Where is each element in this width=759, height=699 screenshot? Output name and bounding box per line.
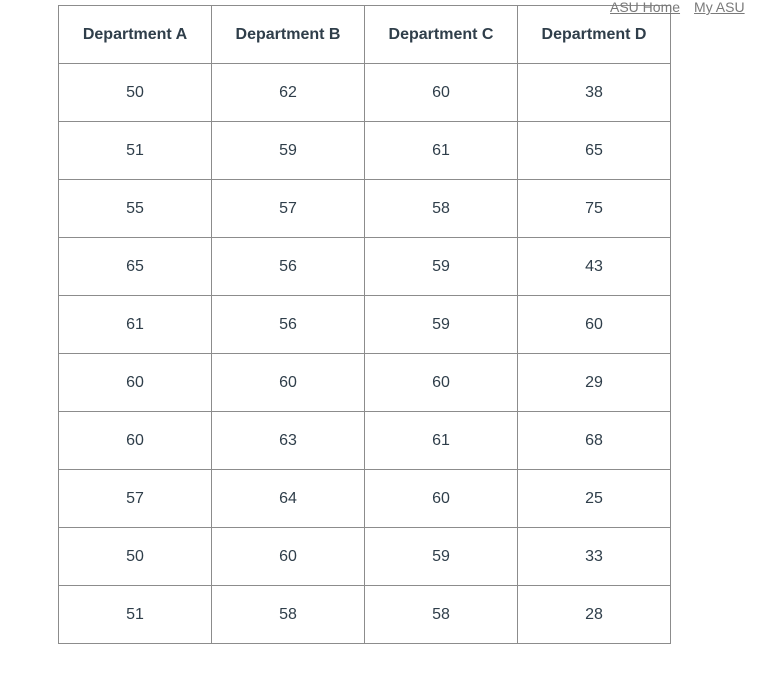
- table-cell: 60: [365, 354, 518, 412]
- table-cell: 75: [518, 180, 671, 238]
- table-row: [59, 470, 671, 528]
- table-cell: 58: [365, 180, 518, 238]
- table-cell: 60: [212, 354, 365, 412]
- table-body: [59, 64, 671, 644]
- table-cell: 59: [365, 528, 518, 586]
- table-cell: 60: [59, 354, 212, 412]
- table-cell: 51: [59, 122, 212, 180]
- table-cell: 25: [518, 470, 671, 528]
- top-nav-links: [610, 0, 745, 16]
- table-cell: 62: [212, 64, 365, 122]
- table-cell: 61: [59, 296, 212, 354]
- table-cell: 65: [59, 238, 212, 296]
- table-cell: 68: [518, 412, 671, 470]
- table-cell: 50: [59, 528, 212, 586]
- header-department-b: Department B: [212, 6, 365, 64]
- table-cell: 65: [518, 122, 671, 180]
- table-cell: 55: [59, 180, 212, 238]
- table-cell: 58: [365, 586, 518, 644]
- table-cell: 56: [212, 296, 365, 354]
- table-header-row: [59, 6, 671, 64]
- table-cell: 38: [518, 64, 671, 122]
- table-cell: 59: [365, 296, 518, 354]
- table-cell: 56: [212, 238, 365, 296]
- table-cell: 60: [518, 296, 671, 354]
- table-cell: 57: [212, 180, 365, 238]
- table-cell: 61: [365, 412, 518, 470]
- table-cell: 64: [212, 470, 365, 528]
- table-cell: 58: [212, 586, 365, 644]
- table-cell: 60: [59, 412, 212, 470]
- table-cell: 63: [212, 412, 365, 470]
- table-row: [59, 528, 671, 586]
- table-cell: 60: [365, 64, 518, 122]
- table-cell: 33: [518, 528, 671, 586]
- my-asu-link[interactable]: My ASU: [694, 0, 745, 15]
- table-row: [59, 586, 671, 644]
- table-row: [59, 238, 671, 296]
- table-cell: 59: [212, 122, 365, 180]
- table-row: [59, 64, 671, 122]
- table-cell: 51: [59, 586, 212, 644]
- table-cell: 43: [518, 238, 671, 296]
- department-data-table: [58, 5, 671, 644]
- header-department-c: Department C: [365, 6, 518, 64]
- table-cell: 60: [212, 528, 365, 586]
- header-department-d: Department D: [518, 6, 671, 64]
- table-row: [59, 122, 671, 180]
- table-cell: 59: [365, 238, 518, 296]
- table-row: [59, 354, 671, 412]
- header-department-a: Department A: [59, 6, 212, 64]
- table-cell: 50: [59, 64, 212, 122]
- table-row: [59, 412, 671, 470]
- table-cell: 29: [518, 354, 671, 412]
- asu-home-link[interactable]: ASU Home: [610, 0, 681, 15]
- table-cell: 60: [365, 470, 518, 528]
- table-cell: 28: [518, 586, 671, 644]
- table-cell: 61: [365, 122, 518, 180]
- table-cell: 57: [59, 470, 212, 528]
- table-row: [59, 180, 671, 238]
- table-row: [59, 296, 671, 354]
